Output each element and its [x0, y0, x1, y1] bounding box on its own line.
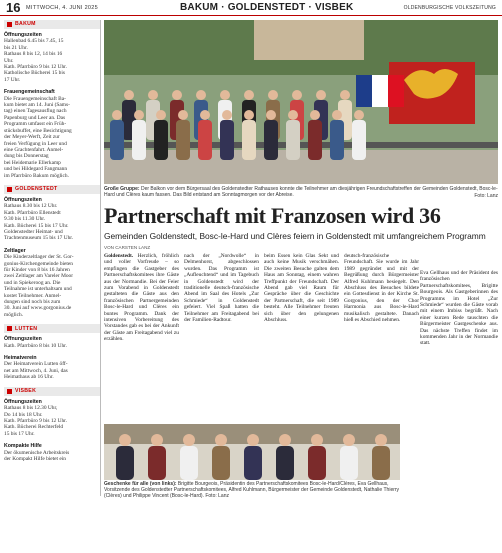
person-figure [308, 120, 322, 160]
dateline: Goldenstedt. [104, 253, 134, 259]
sidebar-section-title: GOLDENSTEDT [15, 186, 58, 193]
section-title: BAKUM · GOLDENSTEDT · VISBEK [180, 2, 354, 13]
sidebar-notice-line: im Pfarrbüro Bakum möglich. [4, 172, 69, 179]
section-marker-icon [7, 187, 12, 192]
sidebar-notice [4, 32, 100, 83]
person-figure [154, 120, 168, 160]
sidebar-notice-heading: Öffnungszeiten [4, 196, 42, 203]
sidebar-notice [4, 443, 100, 462]
sidebar-notice-line: 15 bis 17 Uhr. [4, 430, 35, 437]
sidebar-notice-line: Kath. Bücherei Rechterfeld [4, 424, 64, 431]
sidebar-notice-line: für Kinder von 8 bis 16 Jahren [4, 267, 70, 273]
gift-photo [104, 424, 400, 480]
section-marker-icon [7, 326, 12, 331]
photo-caption-lead: Große Gruppe: [104, 186, 140, 192]
sidebar-notice-line: bei Heidemarie Ellerkamp [4, 159, 61, 166]
sidebar-notice-heading: Zeltlager [4, 247, 26, 254]
sidebar-section-header [4, 324, 100, 333]
person-figure [286, 120, 300, 160]
sidebar-notice-line: Kath. Pfarrbüro 8 bis 10 Uhr. [4, 342, 68, 349]
article-text-1: Herzlich, fröhlich und voller Vorfreude – so empfingen die Gastgeber des Partnerschaftskomitees ihre Gäste aus der Normandie. Bei der Feier zum Vorabend in Goldenstedt gestalteten die Gäste aus den französischen Partnergemeinden Bosc-le-Hard und Clères ein buntes Programm. Dank der intensiven Vorbereitung des Vorstandes gab es bei der Ankunft der Gäste am Freitagabend viel zu erzählen. [104, 253, 179, 343]
sidebar-section-title: BAKUM [15, 21, 36, 28]
sidebar-notice-line: Die Frauengemeinschaft Ba- [4, 95, 66, 102]
sidebar-section-title: VISBEK [15, 387, 37, 394]
person-head [310, 110, 320, 120]
sidebar-notice-line: 9.30 bis 11.30 Uhr. [4, 216, 46, 223]
sidebar-notice-heading: Öffnungszeiten [4, 398, 42, 405]
sidebar-notice-line: Do 14 bis 18 Uhr. [4, 411, 43, 418]
sidebar-notice-line: Rathaus 8.30 bis 12 Uhr. [4, 203, 58, 210]
sidebar-notice-line: und bei Hildegard Fangmann [4, 166, 68, 173]
sidebar-notice [4, 197, 100, 242]
person-head [247, 434, 259, 446]
gift-caption-lead: Geschenke für alle (von links): [104, 481, 177, 487]
sidebar-notice [4, 355, 100, 381]
gift-photo-caption [104, 481, 400, 499]
sidebar-notice-line: möglich. [4, 311, 24, 318]
photo-credit: Foto: Lanz [474, 193, 498, 199]
person-head [119, 434, 131, 446]
person-head [279, 434, 291, 446]
person-head [215, 434, 227, 446]
newspaper-name: OLDENBURGISCHE VOLKSZEITUNG [403, 4, 496, 11]
article-column-5 [420, 270, 498, 490]
person-figure [220, 120, 234, 160]
person-head [244, 90, 254, 100]
person-head [178, 110, 188, 120]
person-figure [242, 120, 256, 160]
sidebar-notice [4, 336, 100, 349]
person-figure [116, 446, 134, 480]
group-photo [104, 20, 498, 184]
sidebar-notice-heading: Kompakte Hilfe [4, 443, 42, 450]
person-head [354, 110, 364, 120]
person-head [220, 90, 230, 100]
person-figure [244, 446, 262, 480]
sidebar-notice-heading: Öffnungszeiten [4, 32, 42, 38]
sidebar-notice-line: Kath. Pfarrbüro 9 bis 12 Uhr. [4, 64, 68, 71]
sidebar-notice-line: Trachtenmuseum 15 bis 17 Uhr. [4, 235, 74, 242]
sidebar-notice-line: dung bis Donnerstag [4, 153, 49, 160]
person-head [196, 90, 206, 100]
sidebar-notice [4, 399, 100, 437]
sidebar-notice-line: der Meyer-Werft, Zeit zur [4, 134, 60, 141]
article-text-3: beim Essen kein Glas Sekt und auch keine Musik verschmähen. Die zweiten Besuche galten dem Haus am Sonntag, einem wahren Treffpunkt der Freundschaft. Der Abend gab viel Raum für Gespräche über die Geschichte der Partnerschaft, die seit 1989 besteht. Alle Teilnehmer freuten sich über den gelungenen Abschluss. [264, 253, 339, 324]
person-figure [110, 120, 124, 160]
sidebar-notice-line: tag) einen Tagesausflug nach [4, 108, 67, 115]
person-head [268, 90, 278, 100]
sidebar-notice-line: eine Grachtenfahrt. Anmel- [4, 146, 64, 153]
person-figure [180, 446, 198, 480]
sidebar-notice-line: Der ökumenische Arbeitskreis [4, 449, 70, 456]
person-head [292, 90, 302, 100]
sidebar-notice-line: Hallenbad 6.45 bis 7.45, 15 [4, 38, 64, 45]
sidebar-notice [4, 248, 100, 318]
photo-caption [104, 186, 498, 199]
person-head [124, 90, 134, 100]
person-head [316, 90, 326, 100]
person-head [156, 110, 166, 120]
sidebar-notice-line: 30. Juni auf www.gorgonius.de [4, 305, 72, 312]
article-byline: VON CARSTEN LANZ [104, 245, 151, 250]
person-head [266, 110, 276, 120]
person-figure [308, 446, 326, 480]
person-figure [372, 446, 390, 480]
section-marker-icon [7, 389, 12, 394]
sidebar-notice-heading: Heimatverein [4, 355, 37, 362]
column-divider [100, 20, 101, 496]
gift-photo-illustration [104, 424, 400, 480]
person-head [311, 434, 323, 446]
gift-photo-credit: Foto: Lanz [205, 493, 229, 499]
sidebar-notice-line: net am Mittwoch, 4. Juni, das [4, 367, 68, 374]
sidebar-notice-line: Katholische Bücherei 15 bis [4, 70, 65, 77]
local-news-sidebar [0, 20, 100, 496]
article-column-4 [344, 253, 419, 553]
person-head [172, 90, 182, 100]
page-header [0, 0, 502, 16]
person-figure [340, 446, 358, 480]
person-figure [276, 446, 294, 480]
person-figure [330, 120, 344, 160]
person-head [288, 110, 298, 120]
sidebar-notice-line: Rathaus 8 bis 12, 14 bis 16 [4, 51, 63, 58]
sidebar-notice-line: bis 21 Uhr. [4, 44, 28, 51]
sidebar-notice-heading: Frauengemeinschaft [4, 89, 55, 96]
person-head [148, 90, 158, 100]
sidebar-notice-line: Goldenstedter Heimat- und [4, 228, 63, 235]
sidebar-notice-line: Kath. Bücherei 15 bis 17 Uhr. [4, 222, 69, 229]
person-head [112, 110, 122, 120]
gift-caption-text: Brigitte Bourgeois, Präsidentin des Partnerschaftskomitees Bosc-le-Hard/Clères, Eva Gellhaus, Vorsitzende des Goldenstedter Partnerschaftskomitees, Alfred Kuhlmann, Bürgermeister der Gemeinde Goldenstedt, Nathalie Thierry (Clères) und Philippe Vincent (Bosc-le-Hard). [104, 481, 400, 499]
sidebar-notice-line: Heimathaus ab 16 Uhr. [4, 374, 54, 381]
photo-caption-text: Der Balkon vor dem Bürgersaal des Goldenstedter Rathauses konnte die Teilnehmer am diesjährigen Freundschaftstreffen der Gemeinden Goldenstedt, Bosc-le-Hard und Clères kaum fassen. Das Bild entstand am Sonntagmorgen vor der Abreise. [104, 186, 498, 198]
sidebar-section-header [4, 20, 100, 29]
sidebar-notice-line: freien Verfügung in Leer und [4, 140, 67, 147]
sidebar-notice-line: Kath. Pfarrbüro Ellenstedt [4, 209, 61, 216]
article-text-4: deutsch-französische Freundschaft. Sie wurde im Jahr 1989 gegründet und mit der Begrüßung durch Bürgermeister Alfred Kuhlmann besiegelt. Den Abschluss des Besuches bildete ein Gottesdienst in der Kirche St. Gorgonius, den der Chor Harmonia aus Bosc-le-Hard musikalisch gestaltete. Danach hieß es Abschied nehmen. [344, 253, 419, 324]
person-head [222, 110, 232, 120]
person-head [332, 110, 342, 120]
sidebar-notice-line: Uhr. [4, 57, 14, 64]
group-photo-illustration [104, 20, 498, 184]
person-figure [264, 120, 278, 160]
sidebar-notice-heading: Öffnungszeiten [4, 336, 42, 343]
sidebar-notice-line: Programm umfasst ein Früh- [4, 121, 67, 128]
sidebar-notice-line: und in Spiekeroog an. Die [4, 279, 61, 286]
article-column-2 [184, 253, 259, 411]
article-column-3 [264, 253, 339, 411]
person-head [183, 434, 195, 446]
sidebar-notice-line: Kath. Pfarrbüro 9 bis 12 Uhr. [4, 417, 68, 424]
sidebar-notice-line: gonius-Kirchengemeinde bieten [4, 260, 74, 267]
sidebar-notice [4, 89, 100, 179]
article-headline: Partnerschaft mit Franzosen wird 36 [104, 203, 441, 228]
sidebar-notice-line: Teilnahme ist unterhaltsam und [4, 286, 72, 293]
person-figure [352, 120, 366, 160]
person-head [244, 110, 254, 120]
person-head [340, 90, 350, 100]
sidebar-notice-line: 17 Uhr. [4, 76, 21, 83]
sidebar-section-header [4, 387, 100, 396]
sidebar-section-title: LUTTEN [15, 325, 38, 332]
person-head [151, 434, 163, 446]
sidebar-notice-line: Die Kinderzeltlager der St. Gor- [4, 254, 74, 261]
article-column-1 [104, 253, 179, 411]
section-marker-icon [7, 22, 12, 27]
person-figure [148, 446, 166, 480]
person-head [375, 434, 387, 446]
sidebar-notice-line: stücksbuffet, eine Besichtigung [4, 127, 72, 134]
page-number: 16 [6, 0, 21, 15]
sidebar-notice-line: Der Heimatverein Lutten öff- [4, 361, 68, 368]
sidebar-section-header [4, 185, 100, 194]
sidebar-notice-line: kostet Teilnehmer. Anmel- [4, 292, 62, 299]
person-head [343, 434, 355, 446]
person-figure [132, 120, 146, 160]
person-figure [176, 120, 190, 160]
main-article-area [104, 20, 498, 553]
sidebar-notice-line: zwei Zeltlager am Vareler Moor [4, 273, 74, 280]
issue-date: MITTWOCH, 4. JUNI 2025 [26, 4, 98, 11]
article-text-5: Eva Gellhaus und der Präsident des französischen Partnerschaftskomitees, Brigitte Bourgeois. Als Gastgeberinnen des Programms im Hotel „Zur Schmiede“ wurden die Gäste vorab mit einem Imbiss begrüßt. Nach einer kurzen Rede tauschten die Bürgermeister Gastgeschenke aus. Das nächste Treffen findet im kommenden Jahr in der Normandie statt. [420, 270, 498, 347]
person-figure [212, 446, 230, 480]
article-subheadline: Gemeinden Goldenstedt, Bosc-le-Hard und Clères feiern in Goldenstedt mit umfangreichem Programm [104, 231, 486, 241]
sidebar-notice-line: Rathaus 8 bis 12.30 Uhr, [4, 405, 58, 412]
sidebar-notice-line: dungen sind noch bis zum [4, 299, 61, 306]
person-figure [198, 120, 212, 160]
article-text-2: nach der „Nordwolle“ in Delmenhorst, abgeschlossen wurden. Das Programm ist „Aufleuchtend“ und im Tagebuch in Goldenstedt wird der traditionelle deutsch-französische Abend im Saal des Hotels „Zur Schmiede“ in Goldenstedt gefeiert. Viel Spaß hatten die Teilnehmer am Freitagabend bei der Familien-Radtour. [184, 253, 259, 324]
sidebar-notice-line: kum bietet am 14. Juni (Sams- [4, 102, 70, 109]
person-head [134, 110, 144, 120]
sidebar-notice-line: Papenburg und Leer an. Das [4, 114, 66, 121]
sidebar-notice-line: der Kompakt Hilfe bietet ein [4, 455, 66, 462]
person-head [200, 110, 210, 120]
